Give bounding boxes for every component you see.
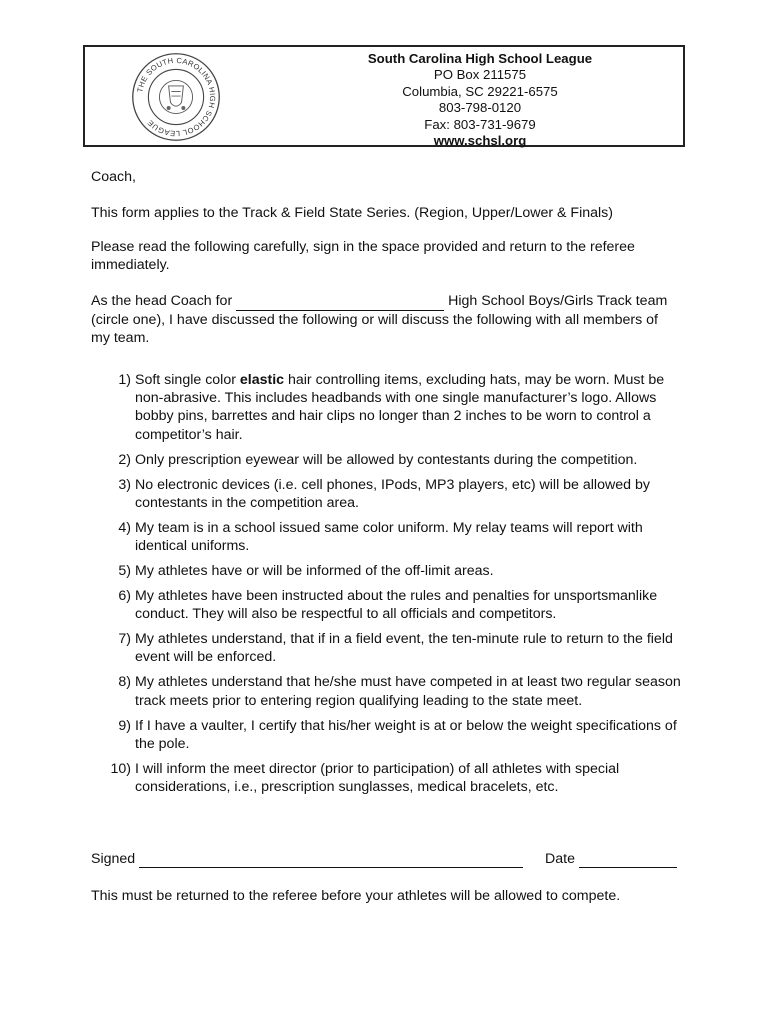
item-number: 6)	[118, 588, 131, 605]
item-number: 1)	[118, 372, 131, 388]
footer-note: This must be returned to the referee before your athletes will be allowed to compete.	[91, 888, 621, 904]
item-text: No electronic devices (i.e. cell phones, IPods, MP3 players, etc) will be allowed by contestants in the competition area.	[135, 476, 650, 511]
item-text: My athletes have been instructed about the rules and penalties for unsportsmanlike conduct. They will also be respectful to all officials and competitors.	[135, 588, 658, 623]
signature-row	[91, 851, 691, 871]
item-number: 2)	[118, 451, 131, 468]
date-line[interactable]	[579, 851, 677, 868]
item-text: My athletes have or will be informed of the off-limit areas.	[135, 563, 494, 580]
list-item	[91, 760, 691, 796]
date-label: Date	[545, 851, 576, 867]
statement-suffix: High School Boys/Girls Track team (circle one), I have discussed the following or will discuss the following with all members of my team.	[91, 293, 668, 346]
address-line2: Columbia, SC 29221-6575	[402, 83, 558, 99]
league-seal-logo	[130, 51, 222, 143]
instructions-text: Please read the following carefully, sign in the space provided and return to the referee immediately.	[91, 239, 635, 273]
item-number: 7)	[118, 631, 131, 648]
list-item	[91, 673, 691, 709]
item-text: My athletes understand, that if in a field event, the ten-minute rule to return to the field event will be enforced.	[135, 631, 673, 666]
item-emphasis: elastic	[239, 372, 285, 388]
signature-line[interactable]	[139, 851, 523, 868]
statement-prefix: As the head Coach for	[91, 293, 233, 309]
item-number: 10)	[110, 760, 131, 777]
item-text: Only prescription eyewear will be allowed by contestants during the competition.	[135, 451, 638, 468]
list-item	[91, 717, 691, 753]
rules-list	[91, 371, 691, 803]
item-number: 3)	[118, 476, 131, 493]
list-item	[91, 519, 691, 555]
svg-text:THE SOUTH CAROLINA HIGH SCHOOL: THE SOUTH CAROLINA HIGH SCHOOL LEAGUE	[135, 55, 218, 139]
item-text-start: Soft single color	[135, 372, 240, 388]
item-number: 9)	[118, 717, 131, 734]
list-item	[91, 587, 691, 623]
item-text-rest: hair controlling items, excluding hats, may be worn. Must be non-abrasive. This includes headbands with one single manufacturer’s logo. Allows bobby pins, barrettes and hair clips no longer than 2 inches to be worn to control a competitor’s hair.	[135, 372, 665, 443]
item-text: My athletes understand that he/she must have competed in at least two regular season track meets prior to entering region qualifying leading to the state meet.	[135, 674, 681, 709]
list-item	[91, 371, 691, 444]
coach-statement	[91, 292, 671, 347]
list-item	[91, 476, 691, 512]
item-text: My team is in a school issued same color uniform. My relay teams will report with identical uniforms.	[135, 519, 643, 555]
organization-address-block	[315, 51, 645, 149]
item-number: 8)	[118, 674, 131, 691]
item-number: 4)	[118, 519, 131, 536]
item-text: I will inform the meet director (prior to participation) of all athletes with special considerations, i.e., prescription sunglasses, medical bracelets, etc.	[135, 760, 620, 796]
list-item	[91, 562, 691, 580]
list-item	[91, 451, 691, 469]
address-line1: PO Box 211575	[433, 67, 527, 83]
header-box	[83, 45, 685, 147]
item-text: If I have a vaulter, I certify that his/her weight is at or below the weight specifications of the pole.	[135, 717, 677, 752]
applies-statement: This form applies to the Track & Field State Series. (Region, Upper/Lower & Finals)	[91, 205, 613, 221]
fax-number: Fax: 803-731-9679	[424, 116, 536, 132]
signed-label: Signed	[91, 851, 136, 867]
list-item	[91, 630, 691, 666]
phone-number: 803-798-0120	[438, 100, 522, 116]
website-link[interactable]: www.schsl.org	[433, 133, 527, 149]
salutation: Coach,	[91, 169, 136, 185]
org-name: South Carolina High School League	[367, 51, 593, 66]
item-number: 5)	[118, 563, 131, 580]
school-name-blank[interactable]	[236, 292, 444, 311]
